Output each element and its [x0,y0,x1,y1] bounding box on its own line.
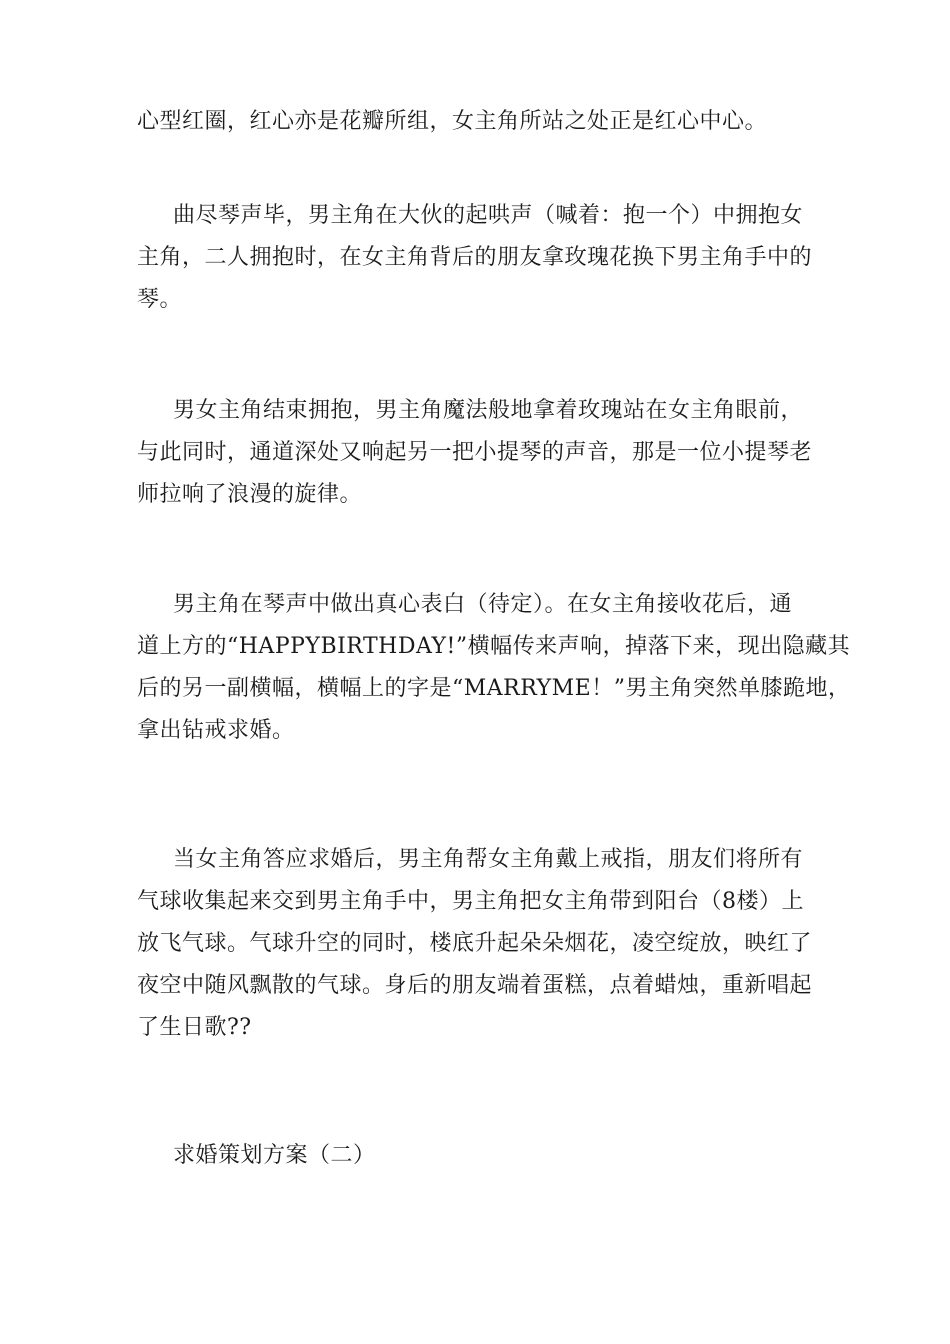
paragraph-line: 当女主角答应求婚后，男主角帮女主角戴上戒指，朋友们将所有 [173,847,804,872]
paragraph-line: 道上方的“HAPPYBIRTHDAY!”横幅传来声响，掉落下来，现出隐藏其 [137,634,851,659]
paragraph-continuation [137,101,813,143]
paragraph-violin-scene [137,390,813,516]
paragraph-line: 主角，二人拥抱时，在女主角背后的朋友拿玫瑰花换下男主角手中的 [137,245,813,270]
paragraph-proposal-scene [137,584,851,752]
paragraph-line: 了生日歌?? [137,1015,252,1040]
section-heading [137,1135,813,1177]
paragraph-line: 放飞气球。气球升空的同时，楼底升起朵朵烟花，凌空绽放，映红了 [137,931,813,956]
section-heading-text: 求婚策划方案（二） [173,1143,376,1168]
paragraph-line: 拿出钻戒求婚。 [137,718,295,743]
paragraph-line: 与此同时，通道深处又响起另一把小提琴的声音，那是一位小提琴老 [137,440,813,465]
paragraph-line: 夜空中随风飘散的气球。身后的朋友端着蛋糕，点着蜡烛，重新唱起 [137,973,813,998]
paragraph-hug-scene [137,195,813,321]
paragraph-line: 气球收集起来交到男主角手中，男主角把女主角带到阳台（8楼）上 [137,889,804,914]
paragraph-line: 曲尽琴声毕，男主角在大伙的起哄声（喊着：抱一个）中拥抱女 [173,203,804,228]
paragraph-line: 男主角在琴声中做出真心表白（待定）。在女主角接收花后，通 [173,592,793,617]
paragraph-line: 琴。 [137,287,183,312]
paragraph-line: 心型红圈，红心亦是花瓣所组，女主角所站之处正是红心中心。 [137,109,768,134]
paragraph-line: 男女主角结束拥抱，男主角魔法般地拿着玫瑰站在女主角眼前， [173,398,804,423]
paragraph-balloon-scene [137,839,813,1049]
paragraph-line: 师拉响了浪漫的旋律。 [137,482,363,507]
paragraph-line: 后的另一副横幅，横幅上的字是“MARRYME！”男主角突然单膝跪地， [137,676,851,701]
